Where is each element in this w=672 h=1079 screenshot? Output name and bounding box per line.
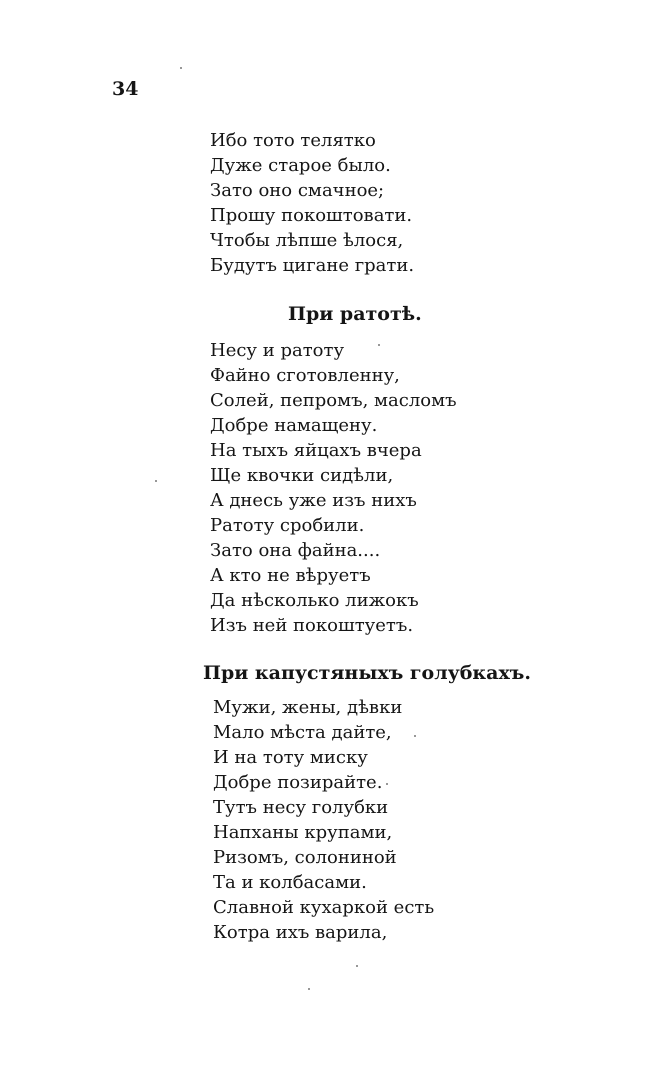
verse-line: Зато она файна.... — [210, 540, 381, 561]
verse-line: Котра ихъ варила, — [213, 922, 388, 943]
section-heading-ratota: При ратотѣ. — [288, 303, 422, 325]
verse-line: Добре намащену. — [210, 415, 378, 436]
verse-line: Тутъ несу голубки — [213, 797, 389, 818]
verse-line: Чтобы лѣпше ѣлося, — [210, 230, 404, 251]
print-speck — [155, 480, 157, 482]
verse-line: Мало мѣста дайте, — [213, 722, 392, 743]
verse-line: Ще квочки сидѣли, — [210, 465, 394, 486]
print-speck — [378, 344, 380, 346]
page-number: 34 — [112, 78, 139, 100]
verse-line: Та и колбасами. — [213, 872, 367, 893]
verse-line: Изъ ней покоштуетъ. — [210, 615, 414, 636]
verse-line: Добре позирайте. — [213, 772, 383, 793]
section-heading-holubky: При капустяныхъ голубкахъ. — [203, 662, 531, 684]
verse-line: Несу и ратоту — [210, 340, 345, 361]
verse-line: Напханы крупами, — [213, 822, 393, 843]
verse-line: Зато оно смачное; — [210, 180, 385, 201]
verse-block-2 — [210, 338, 457, 638]
verse-line: Солей, пепромъ, масломъ — [210, 390, 457, 411]
verse-line: И на тоту миску — [213, 747, 368, 768]
verse-line: Да нѣсколько лижокъ — [210, 590, 419, 611]
verse-line: Ратоту сробили. — [210, 515, 365, 536]
print-speck — [308, 988, 310, 990]
print-speck — [356, 965, 358, 967]
verse-line: А днесь уже изъ нихъ — [210, 490, 417, 511]
print-speck — [386, 783, 388, 785]
verse-line: Прошу покоштовати. — [210, 205, 413, 226]
verse-block-1 — [210, 128, 414, 278]
verse-line: Файно сготовленну, — [210, 365, 400, 386]
verse-line: На тыхъ яйцахъ вчера — [210, 440, 422, 461]
print-speck — [180, 67, 182, 69]
verse-block-3 — [213, 695, 434, 945]
verse-line: Будутъ цигане грати. — [210, 255, 415, 276]
print-speck — [414, 735, 416, 737]
verse-line: Ризомъ, солониной — [213, 847, 397, 868]
verse-line: Славной кухаркой есть — [213, 897, 435, 918]
verse-line: Дуже старое было. — [210, 155, 391, 176]
verse-line: Ибо тото телятко — [210, 130, 376, 151]
verse-line: А кто не вѣруетъ — [210, 565, 371, 586]
verse-line: Мужи, жены, дѣвки — [213, 697, 403, 718]
